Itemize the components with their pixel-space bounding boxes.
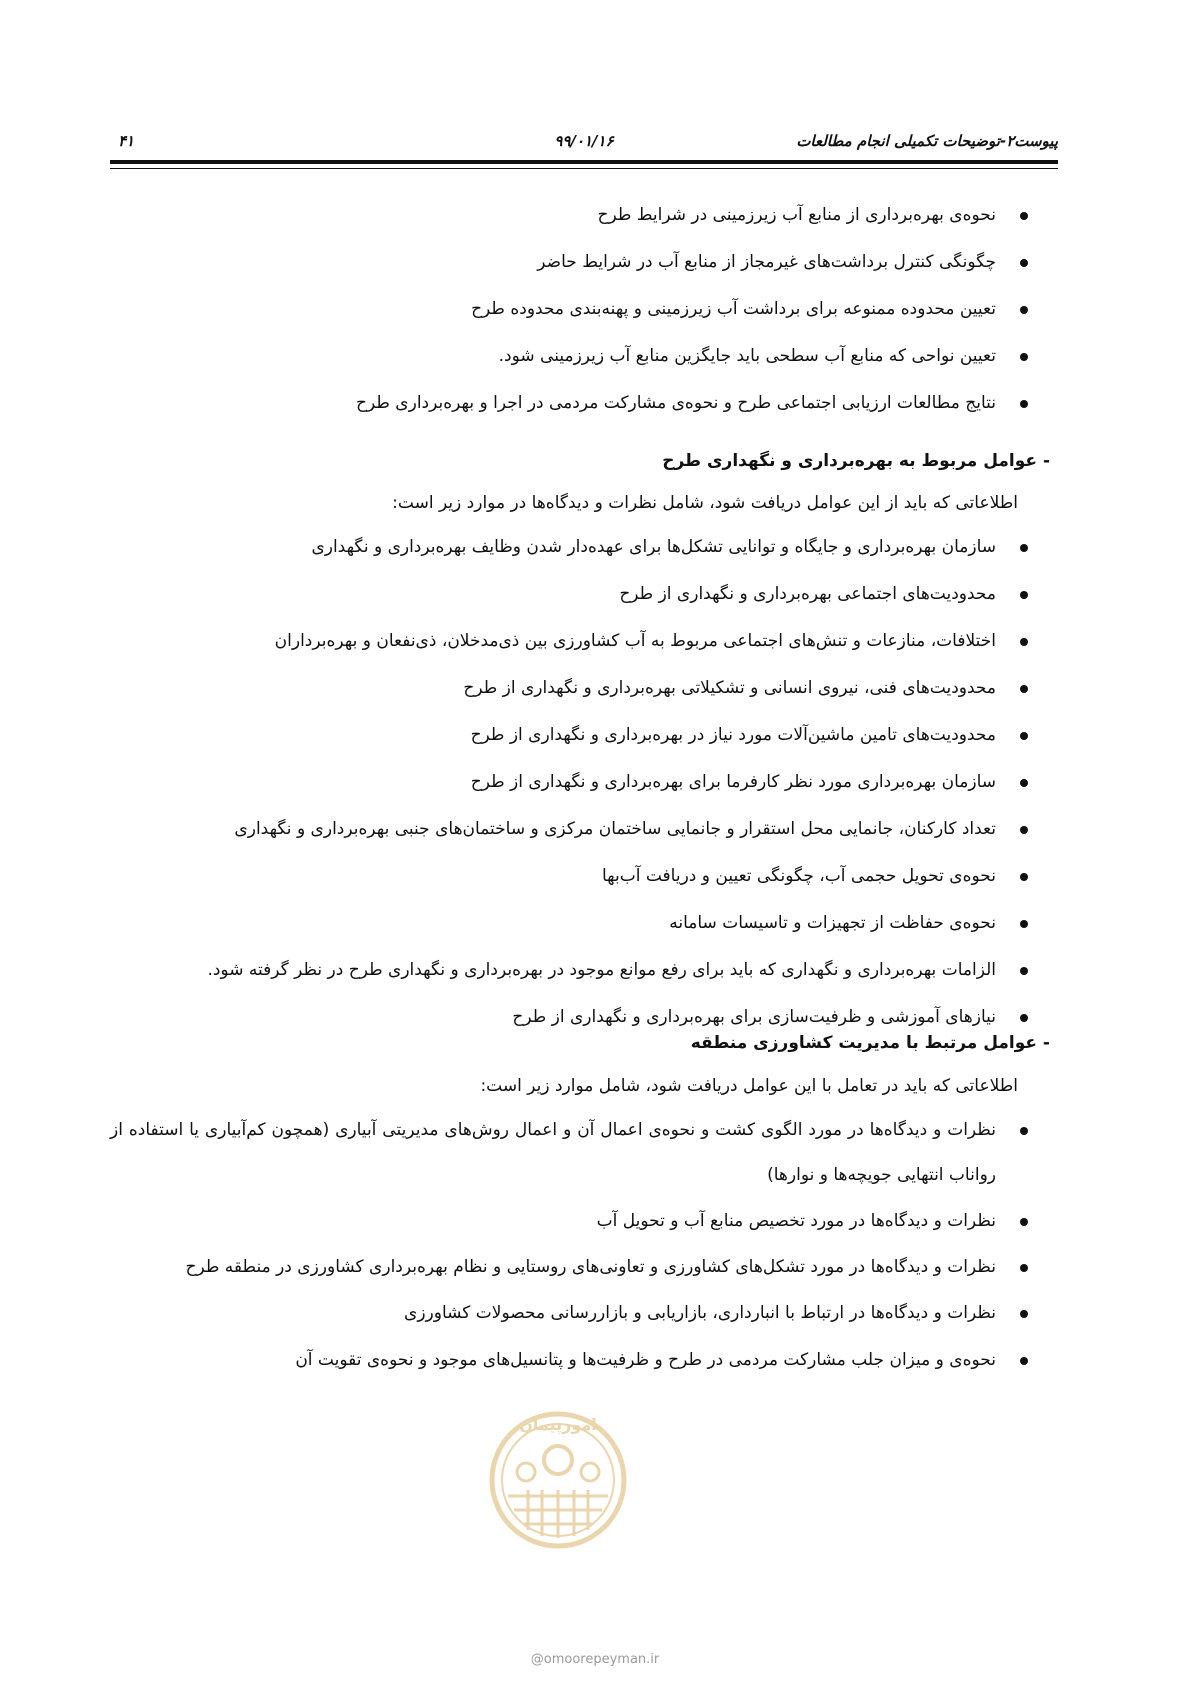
- page-number: ۴۱: [118, 132, 135, 150]
- list-item: نظرات و دیدگاه‌ها در مورد الگوی کشت و نحوه‌ی اعمال آن و اعمال روش‌های مدیریتی آبیاری (همچون کم‌آبیاری یا استفاده از رواناب انتهایی جویچه‌ها و نوارها): [110, 1108, 1040, 1198]
- bullet-icon: [1020, 259, 1028, 267]
- list-item: نحوه‌ی تحویل حجمی آب، چگونگی تعیین و دریافت آب‌بها: [110, 853, 1040, 900]
- header-rule-thick: [110, 160, 1058, 164]
- list-agriculture-management: [110, 1108, 1040, 1384]
- page-header: [110, 128, 1058, 154]
- bullet-icon: [1020, 544, 1028, 552]
- list-item: نظرات و دیدگاه‌ها در مورد تخصیص منابع آب و تحویل آب: [110, 1198, 1040, 1245]
- bullet-icon: [1020, 779, 1028, 787]
- list-item: تعیین محدوده ممنوعه برای برداشت آب زیرزمینی و پهنه‌بندی محدوده طرح: [110, 286, 1040, 333]
- bullet-icon: [1020, 685, 1028, 693]
- bullet-icon: [1020, 638, 1028, 646]
- list-item: نظرات و دیدگاه‌ها در مورد تشکل‌های کشاورزی و تعاونی‌های روستایی و نظام بهره‌برداری کشاورزی در منطقه طرح: [110, 1245, 1040, 1290]
- bullet-icon: [1020, 826, 1028, 834]
- bullet-icon: [1020, 1264, 1028, 1272]
- watermark-logo: [478, 1400, 638, 1560]
- list-item: نحوه‌ی و میزان جلب مشارکت مردمی در طرح و ظرفیت‌ها و پتانسیل‌های موجود و نحوه‌ی تقویت آن: [110, 1337, 1040, 1384]
- bullet-icon: [1020, 306, 1028, 314]
- bullet-icon: [1020, 732, 1028, 740]
- list-item: نحوه‌ی حفاظت از تجهیزات و تاسیسات سامانه: [110, 900, 1040, 947]
- bullet-icon: [1020, 1014, 1028, 1022]
- list-item: محدودیت‌های اجتماعی بهره‌برداری و نگهداری از طرح: [110, 571, 1040, 618]
- bullet-icon: [1020, 400, 1028, 408]
- list-item: محدودیت‌های فنی، نیروی انسانی و تشکیلاتی بهره‌برداری و نگهداری از طرح: [110, 665, 1040, 712]
- bullet-icon: [1020, 1127, 1028, 1135]
- list-operation-maintenance: [110, 524, 1040, 1041]
- list-item: چگونگی کنترل برداشت‌های غیرمجاز از منابع آب در شرایط حاضر: [110, 239, 1040, 286]
- list-item: الزامات بهره‌برداری و نگهداری که باید برای رفع موانع موجود در بهره‌برداری و نگهداری طرح در نظر گرفته شود.: [110, 947, 1040, 994]
- section-heading-operation: - عوامل مربوط به بهره‌برداری و نگهداری طرح: [662, 451, 1050, 471]
- list-item: سازمان بهره‌برداری و جایگاه و توانایی تشکل‌ها برای عهده‌دار شدن وظایف بهره‌برداری و نگهداری: [110, 524, 1040, 571]
- seal-icon: [478, 1400, 638, 1560]
- list-item: نحوه‌ی بهره‌برداری از منابع آب زیرزمینی در شرایط طرح: [110, 192, 1040, 239]
- bullet-icon: [1020, 920, 1028, 928]
- bullet-icon: [1020, 353, 1028, 361]
- bullet-icon: [1020, 1218, 1028, 1226]
- list-item: تعداد کارکنان، جانمایی محل استقرار و جانمایی ساختمان مرکزی و ساختمان‌های جنبی بهره‌برداری و نگهداری: [110, 806, 1040, 853]
- list-item: نیازهای آموزشی و ظرفیت‌سازی برای بهره‌برداری و نگهداری از طرح: [110, 994, 1040, 1041]
- section-intro-agriculture: اطلاعاتی که باید در تعامل با این عوامل دریافت شود، شامل موارد زیر است:: [480, 1076, 1018, 1096]
- list-item: محدودیت‌های تامین ماشین‌آلات مورد نیاز در بهره‌برداری و نگهداری از طرح: [110, 712, 1040, 759]
- bullet-icon: [1020, 1357, 1028, 1365]
- list-item: تعیین نواحی که منابع آب سطحی باید جایگزین منابع آب زیرزمینی شود.: [110, 333, 1040, 380]
- section-intro-operation: اطلاعاتی که باید از این عوامل دریافت شود، شامل نظرات و دیدگاه‌ها در موارد زیر است:: [392, 493, 1018, 513]
- list-item: اختلافات، منازعات و تنش‌های اجتماعی مربوط به آب کشاورزی بین ذی‌مدخلان، ذی‌نفعان و بهره‌برداران: [110, 618, 1040, 665]
- bullet-icon: [1020, 873, 1028, 881]
- list-item: نظرات و دیدگاه‌ها در ارتباط با انبارداری، بازاریابی و بازاررسانی محصولات کشاورزی: [110, 1290, 1040, 1337]
- list-item: سازمان بهره‌برداری مورد نظر کارفرما برای بهره‌برداری و نگهداری از طرح: [110, 759, 1040, 806]
- bullet-icon: [1020, 212, 1028, 220]
- section-heading-agriculture: - عوامل مرتبط با مدیریت کشاورزی منطقه: [690, 1033, 1050, 1053]
- list-item: نتایج مطالعات ارزیابی اجتماعی طرح و نحوه‌ی مشارکت مردمی در اجرا و بهره‌برداری طرح: [110, 380, 1040, 427]
- bullet-icon: [1020, 1310, 1028, 1318]
- list-water-resources: [110, 192, 1040, 427]
- header-rule-thin: [110, 168, 1058, 169]
- bullet-icon: [1020, 591, 1028, 599]
- header-title: پیوست۲-توضیحات تکمیلی انجام مطالعات: [796, 132, 1058, 150]
- header-date: ۹۹/۰۱/۱۶: [554, 132, 614, 150]
- svg-text:امورپیمان: امورپیمان: [519, 1415, 597, 1434]
- watermark-url: @omoorepeyman.ir: [530, 1652, 660, 1667]
- bullet-icon: [1020, 967, 1028, 975]
